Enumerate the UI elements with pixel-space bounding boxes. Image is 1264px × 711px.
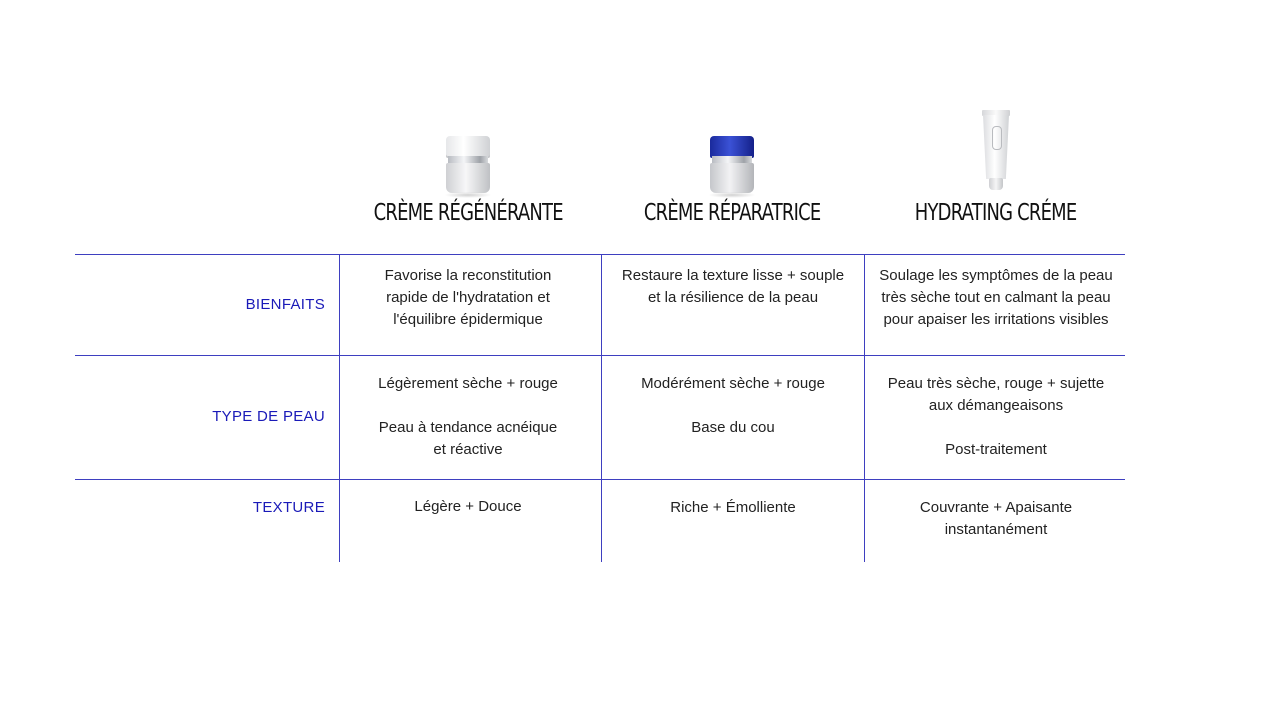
table-cell xyxy=(865,373,1127,461)
cell-line: Restaure la texture lisse + souple xyxy=(621,267,845,284)
cell-line: Peau très sèche, rouge + sujette xyxy=(887,375,1105,392)
product-title: CRÈME RÉGÉNÉRANTE xyxy=(373,200,563,226)
cell-line: et réactive xyxy=(433,441,503,458)
cell-line: Riche + Émolliente xyxy=(670,499,796,516)
table-cell xyxy=(865,497,1127,541)
cell-line: Couvrante + Apaisante xyxy=(919,499,1073,516)
row-label-texture: TEXTURE xyxy=(252,499,325,516)
cell-line: l'équilibre épidermique xyxy=(393,311,543,328)
row-divider xyxy=(75,479,1125,480)
white-jar-icon xyxy=(446,136,490,194)
cell-line: et la résilience de la peau xyxy=(647,289,819,306)
table-cell xyxy=(337,373,599,461)
row-divider xyxy=(75,355,1125,356)
product-image-white-tube xyxy=(865,100,1127,196)
cell-line: Base du cou xyxy=(691,419,775,436)
cell-line: très sèche tout en calmant la peau xyxy=(881,289,1111,306)
cell-line: Favorise la reconstitution xyxy=(384,267,552,284)
product-title: HYDRATING CRÉME xyxy=(915,200,1077,226)
product-header-regenerante xyxy=(337,100,599,240)
cell-line: Modérément sèche + rouge xyxy=(641,375,825,392)
cell-line: Soulage les symptômes de la peau xyxy=(879,267,1113,284)
cell-line: instantanément xyxy=(944,521,1048,538)
cell-line: Légèrement sèche + rouge xyxy=(378,375,558,392)
cell-line: Légère + Douce xyxy=(414,498,522,515)
product-title: CRÈME RÉPARATRICE xyxy=(643,200,821,226)
table-cell xyxy=(865,265,1127,331)
product-image-blue-jar xyxy=(601,100,863,196)
blue-jar-icon xyxy=(710,136,754,194)
table-cell xyxy=(602,497,864,519)
cell-line: aux démangeaisons xyxy=(928,397,1064,414)
product-image-white-jar xyxy=(337,100,599,196)
cell-line: pour apaiser les irritations visibles xyxy=(883,311,1109,328)
cell-line: Peau à tendance acnéique xyxy=(378,419,558,436)
white-tube-icon xyxy=(983,110,1009,190)
product-header-reparatrice xyxy=(601,100,863,240)
table-cell xyxy=(602,373,864,439)
cell-line: rapide de l'hydratation et xyxy=(386,289,550,306)
table-cell xyxy=(337,265,599,331)
row-label-type-de-peau: TYPE DE PEAU xyxy=(212,408,325,425)
row-label-bienfaits: BIENFAITS xyxy=(245,296,325,313)
table-cell xyxy=(602,265,864,309)
product-header-hydrating xyxy=(865,100,1127,240)
cell-line: Post-traitement xyxy=(945,441,1047,458)
table-cell xyxy=(337,496,599,518)
row-divider xyxy=(75,254,1125,255)
